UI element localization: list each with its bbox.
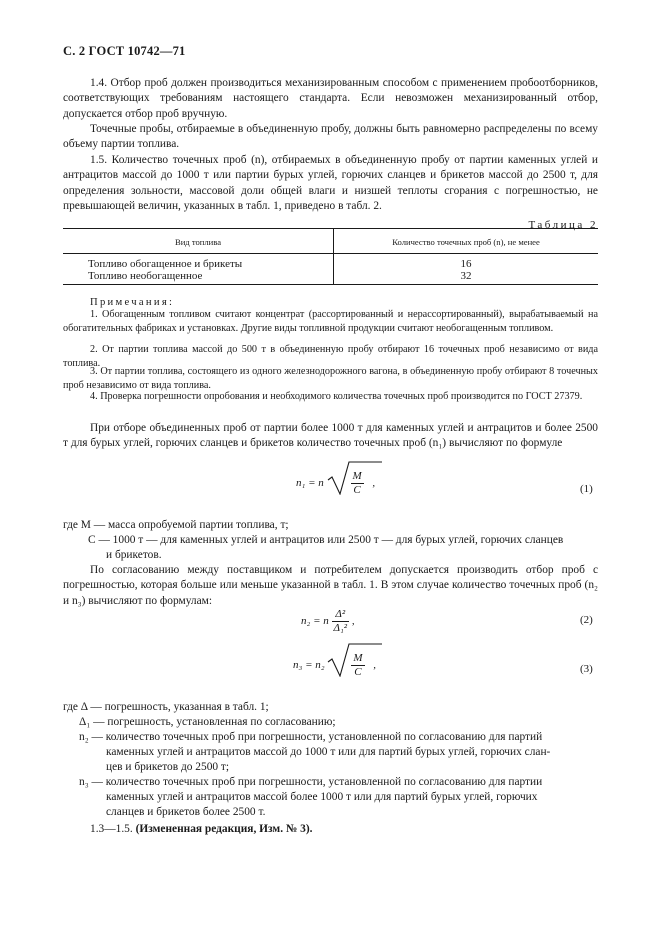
table-top-rule <box>63 228 598 229</box>
table-title: Таблица 2 <box>528 219 598 231</box>
formula-1-numerator: M <box>352 470 362 482</box>
notes-heading: Примечания: <box>90 297 175 308</box>
formula-3-radical <box>327 652 370 679</box>
paragraph-combined-samples: При отборе объединенных проб от партии более 1000 т для каменных углей и антрацитов и более 2500 т для бурых углей, горючих сланцев и брикетов количество точечных проб (n₁) вычисляют по формуле <box>63 422 598 450</box>
formula-1-radical <box>327 470 370 497</box>
note-2: 2. От партии топлива массой до 500 т в объединенную пробу отбирают 16 точечных проб независимо от вида топлива. <box>63 344 598 369</box>
formula-2-number: (2) <box>580 614 593 626</box>
formula-2: n₂ = n $\frac{\text{Δ²}}{\text{Δ₁²}}$ , <box>301 608 355 634</box>
table-cell-kind-2: Топливо необогащенное <box>88 270 203 282</box>
formula-3: n₃ = n₂ $\frac{M}{C}$ , <box>293 652 376 679</box>
formula-3-numerator: M <box>353 652 363 664</box>
paragraph-point-samples: Точечные пробы, отбираемые в объединенную пробу, должны быть равномерно распределены по всему объему партии топлива. <box>63 123 598 151</box>
definition-n2-cont1: каменных углей и антрацитов массой до 1000 т или для партий бурых углей, горючих слан- <box>106 746 551 758</box>
definition-C: C — 1000 т — для каменных углей и антрацитов или 2500 т — для бурых углей, горючих сланцев <box>88 534 564 546</box>
definition-n3: n₃ — количество точечных проб при погрешности, установленной по согласованию для партии <box>79 776 543 788</box>
formula-2-numerator: Δ² <box>332 608 350 622</box>
formula-2-denominator: Δ₁² <box>333 622 348 634</box>
radical-sign-icon <box>327 643 383 677</box>
definition-M: где M — масса опробуемой партии топлива, т; <box>63 519 289 531</box>
formula-1: n₁ = n $\frac{M}{C}$ , <box>296 470 375 497</box>
definition-C-cont: и брикетов. <box>106 549 162 561</box>
amendment-ref: 1.3—1.5. <box>90 823 133 835</box>
definition-delta: где Δ — погрешность, указанная в табл. 1; <box>63 701 269 713</box>
page-header: С. 2 ГОСТ 10742—71 <box>63 44 186 58</box>
definition-n3-cont1: каменных углей и антрацитов массой более 1000 т или для партий бурых углей, горючих <box>106 791 538 803</box>
formula-1-denominator: C <box>353 484 361 496</box>
paragraph-agreement: По согласованию между поставщиком и потребителем допускается производить отбор проб с погрешностью, которая больше или меньше указанной в табл. 1. В этом случае количество точечных проб (n₂ и n₃) вычисляют по формулам: <box>63 564 598 607</box>
paragraph-1-4: 1.4. Отбор проб должен производиться механизированным способом с применением пробоотборников, соответствующих требованиям настоящего стандарта. Если невозможен механизированный отбор, допускается отбор проб вручную. <box>63 77 598 120</box>
definition-delta1: Δ₁ — погрешность, установленная по согласованию; <box>79 716 336 728</box>
table-header-rule <box>63 253 598 254</box>
formula-1-lhs: n₁ = n <box>296 477 324 490</box>
table-cell-count-2: 32 <box>460 270 472 282</box>
amendment-note <box>90 822 313 837</box>
table-header-count: Количество точечных проб (n), не менее <box>392 237 540 247</box>
note-3: 3. От партии топлива, состоящего из одного железнодорожного вагона, в объединенную пробу отбирают 8 точечных проб независимо от вида топлива. <box>63 366 598 391</box>
formula-2-lhs: n₂ = n <box>301 615 329 628</box>
formula-3-lhs: n₃ = n₂ <box>293 659 325 672</box>
definition-n3-cont2: сланцев и брикетов более 2500 т. <box>106 806 266 818</box>
table-cell-count-1: 16 <box>460 258 472 270</box>
radical-sign-icon <box>327 461 383 495</box>
formula-1-number: (1) <box>580 483 593 495</box>
table-header-kind: Вид топлива <box>174 237 222 247</box>
definition-n2-cont2: цев и брикетов до 2500 т; <box>106 761 230 773</box>
definition-n2: n₂ — количество точечных проб при погрешности, установленной по согласованию для партий <box>79 731 543 743</box>
formula-3-denominator: C <box>354 666 362 678</box>
formula-3-number: (3) <box>580 663 593 675</box>
amendment-edition: (Измененная редакция, Изм. № 3). <box>135 823 313 835</box>
paragraph-1-5: 1.5. Количество точечных проб (n), отбираемых в объединенную пробу от партии каменных углей и антрацитов массой до 1000 т или партии бурых углей, горючих сланцев и брикетов массой до 2500 т, для определения зольности, массовой доли общей влаги и низшей теплоты сгорания с погрешностью, не превышающей величин, указанных в табл. 1, приведено в табл. 2. <box>63 154 598 213</box>
note-1: 1. Обогащенным топливом считают концентрат (рассортированный и нерассортированный), вырабатываемый на обогатительных фабриках и установках. Другие виды топливной продукции считают необогащенным топливом. <box>63 309 598 334</box>
note-4: 4. Проверка погрешности опробования и необходимого количества точечных проб производится по ГОСТ 27379. <box>90 391 583 402</box>
table-cell-kind-1: Топливо обогащенное и брикеты <box>88 258 243 270</box>
